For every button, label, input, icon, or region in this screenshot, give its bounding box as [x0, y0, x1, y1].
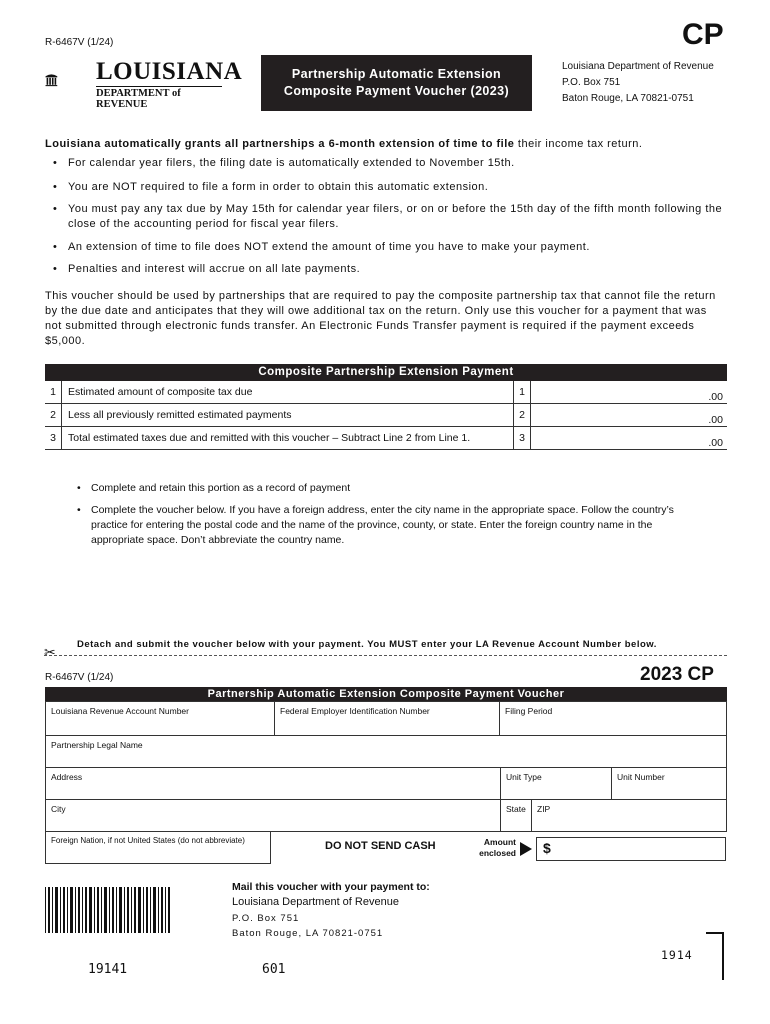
corner-mark — [706, 932, 724, 980]
line-3-amount-field[interactable]: .00 — [531, 427, 728, 450]
table-row — [45, 427, 727, 450]
state-label: State — [506, 804, 526, 814]
logo-wordmark: LOUISIANA — [96, 58, 243, 85]
fein-label: Federal Employer Identification Number — [280, 706, 430, 716]
louisiana-logo-icon — [45, 56, 93, 104]
barcode-icon — [45, 887, 170, 933]
intro-bullet-text: Penalties and interest will accrue on all late payments. — [68, 263, 361, 275]
unit-type-field[interactable] — [500, 767, 612, 800]
address-line-3: Baton Rouge, LA 70821-0751 — [562, 93, 694, 104]
do-not-send-cash: DO NOT SEND CASH — [325, 840, 436, 852]
filing-period-label: Filing Period — [505, 706, 553, 716]
line-label: Less all previously remitted estimated payments — [62, 404, 514, 427]
address-line-1: Louisiana Department of Revenue — [562, 61, 714, 72]
intro-paragraph: This voucher should be used by partnerships that are required to pay the composite partnership tax that cannot file the return by the due date and anticipates that they will owe additional tax on the return. Only use this voucher for a payment that was not submitted through electronic funds transfer. An Electronic Funds Transfer payment is required if the payment exceeds $5,000. — [45, 290, 716, 347]
amount-enclosed-label-line2: enclosed — [479, 848, 516, 858]
voucher-year-cp: 2023 CP — [640, 664, 714, 685]
scan-code-left: 19141 — [88, 962, 128, 977]
dollar-sign: $ — [543, 840, 551, 856]
intro-bullet — [53, 180, 727, 195]
intro-lead-rest: their income tax return. — [514, 138, 643, 150]
scissors-icon: ✂ — [44, 644, 56, 660]
line-number: 1 — [45, 381, 62, 404]
intro-bullet — [53, 156, 727, 171]
address-field[interactable] — [45, 767, 501, 800]
form-title-line1: Partnership Automatic Extension — [291, 67, 502, 81]
intro-bullet-text: An extension of time to file does NOT extend the amount of time you have to make your payment. — [68, 241, 590, 253]
foreign-nation-field[interactable] — [45, 831, 271, 864]
mail-address-line-1: Louisiana Department of Revenue — [232, 896, 399, 908]
unit-number-field[interactable] — [611, 767, 727, 800]
payment-lines-table — [45, 381, 727, 450]
filing-period-field[interactable] — [499, 701, 727, 736]
form-code: R-6467V (1/24) — [45, 37, 114, 48]
bullet-icon: • — [53, 181, 58, 193]
instruction-text: Complete the voucher below. If you have a foreign address, enter the city name in the appropriate space. Follow the country’s practice for entering the postal code and the name of the province, county, or state. Enter the foreign country name in the appropriate space. Don’t abbreviate the country name. — [91, 504, 674, 546]
instruction-text: Complete and retain this portion as a record of payment — [91, 482, 351, 494]
line-label: Estimated amount of composite tax due — [62, 381, 514, 404]
intro-bullet-text: You are NOT required to file a form in order to obtain this automatic extension. — [68, 181, 489, 193]
scan-code-mid: 601 — [262, 962, 286, 977]
bullet-icon: • — [77, 504, 81, 516]
instruction-item — [77, 481, 677, 496]
line-box-number: 2 — [514, 404, 531, 427]
address-line-2: P.O. Box 751 — [562, 77, 621, 88]
line-2-amount-field[interactable]: .00 — [531, 404, 728, 427]
mail-address-line-2: P.O. Box 751 — [232, 913, 300, 924]
line-box-number: 1 — [514, 381, 531, 404]
logo-subtitle: DEPARTMENT of REVENUE — [96, 86, 222, 110]
bullet-icon: • — [53, 263, 58, 275]
intro-bullet — [53, 202, 727, 232]
city-field[interactable] — [45, 799, 501, 832]
fein-field[interactable] — [274, 701, 500, 736]
mail-to-block — [232, 880, 430, 941]
legal-name-label: Partnership Legal Name — [51, 740, 143, 750]
bullet-icon: • — [53, 241, 58, 253]
mail-to-heading: Mail this voucher with your payment to: — [232, 881, 430, 893]
table-row — [45, 381, 727, 404]
arrow-right-icon — [520, 842, 532, 856]
bullet-icon: • — [53, 203, 58, 215]
detach-instruction: Detach and submit the voucher below with your payment. You MUST enter your LA Revenue Account Number below. — [77, 639, 657, 650]
voucher-heading: Partnership Automatic Extension Composite Payment Voucher — [45, 687, 727, 701]
unit-type-label: Unit Type — [506, 772, 542, 782]
city-label: City — [51, 804, 66, 814]
account-number-label: Louisiana Revenue Account Number — [51, 706, 189, 716]
intro-bullet-text: You must pay any tax due by May 15th for calendar year filers, or on or before the 15th day of the fifth month following the close of the accounting period for fiscal year filers. — [68, 203, 723, 230]
intro-bullet — [53, 240, 727, 255]
address-label: Address — [51, 772, 83, 782]
line-box-number: 3 — [514, 427, 531, 450]
form-title-line2: Composite Payment Voucher (2023) — [283, 84, 510, 98]
payment-section-heading: Composite Partnership Extension Payment — [45, 364, 727, 381]
zip-field[interactable] — [531, 799, 727, 832]
mail-address-line-3: Baton Rouge, LA 70821-0751 — [232, 928, 384, 939]
account-number-field[interactable] — [45, 701, 275, 736]
line-number: 2 — [45, 404, 62, 427]
legal-name-field[interactable] — [45, 735, 727, 768]
intro-bullet-text: For calendar year filers, the filing date is automatically extended to November 15th. — [68, 157, 515, 169]
table-row — [45, 404, 727, 427]
detach-line — [44, 655, 727, 656]
unit-number-label: Unit Number — [617, 772, 665, 782]
amount-enclosed-label — [470, 837, 516, 859]
scan-code-right: 1914 — [661, 948, 693, 962]
bullet-icon: • — [77, 482, 81, 494]
line-label: Total estimated taxes due and remitted with this voucher – Subtract Line 2 from Line 1. — [62, 427, 514, 450]
form-title — [261, 55, 532, 111]
intro-lead-bold: Louisiana automatically grants all partnerships a 6-month extension of time to file — [45, 138, 515, 150]
cp-label: CP — [682, 18, 724, 51]
amount-enclosed-label-line1: Amount — [483, 837, 516, 847]
intro-lead — [45, 137, 727, 152]
voucher-form-code: R-6467V (1/24) — [45, 672, 114, 683]
zip-label: ZIP — [537, 804, 551, 814]
line-1-amount-field[interactable]: .00 — [531, 381, 728, 404]
line-number: 3 — [45, 427, 62, 450]
state-field[interactable] — [500, 799, 532, 832]
intro-bullet — [53, 262, 727, 277]
amount-enclosed-field[interactable] — [536, 837, 726, 861]
foreign-nation-label: Foreign Nation, if not United States (do not abbreviate) — [51, 836, 245, 845]
instruction-item — [77, 503, 677, 548]
bullet-icon: • — [53, 157, 58, 169]
